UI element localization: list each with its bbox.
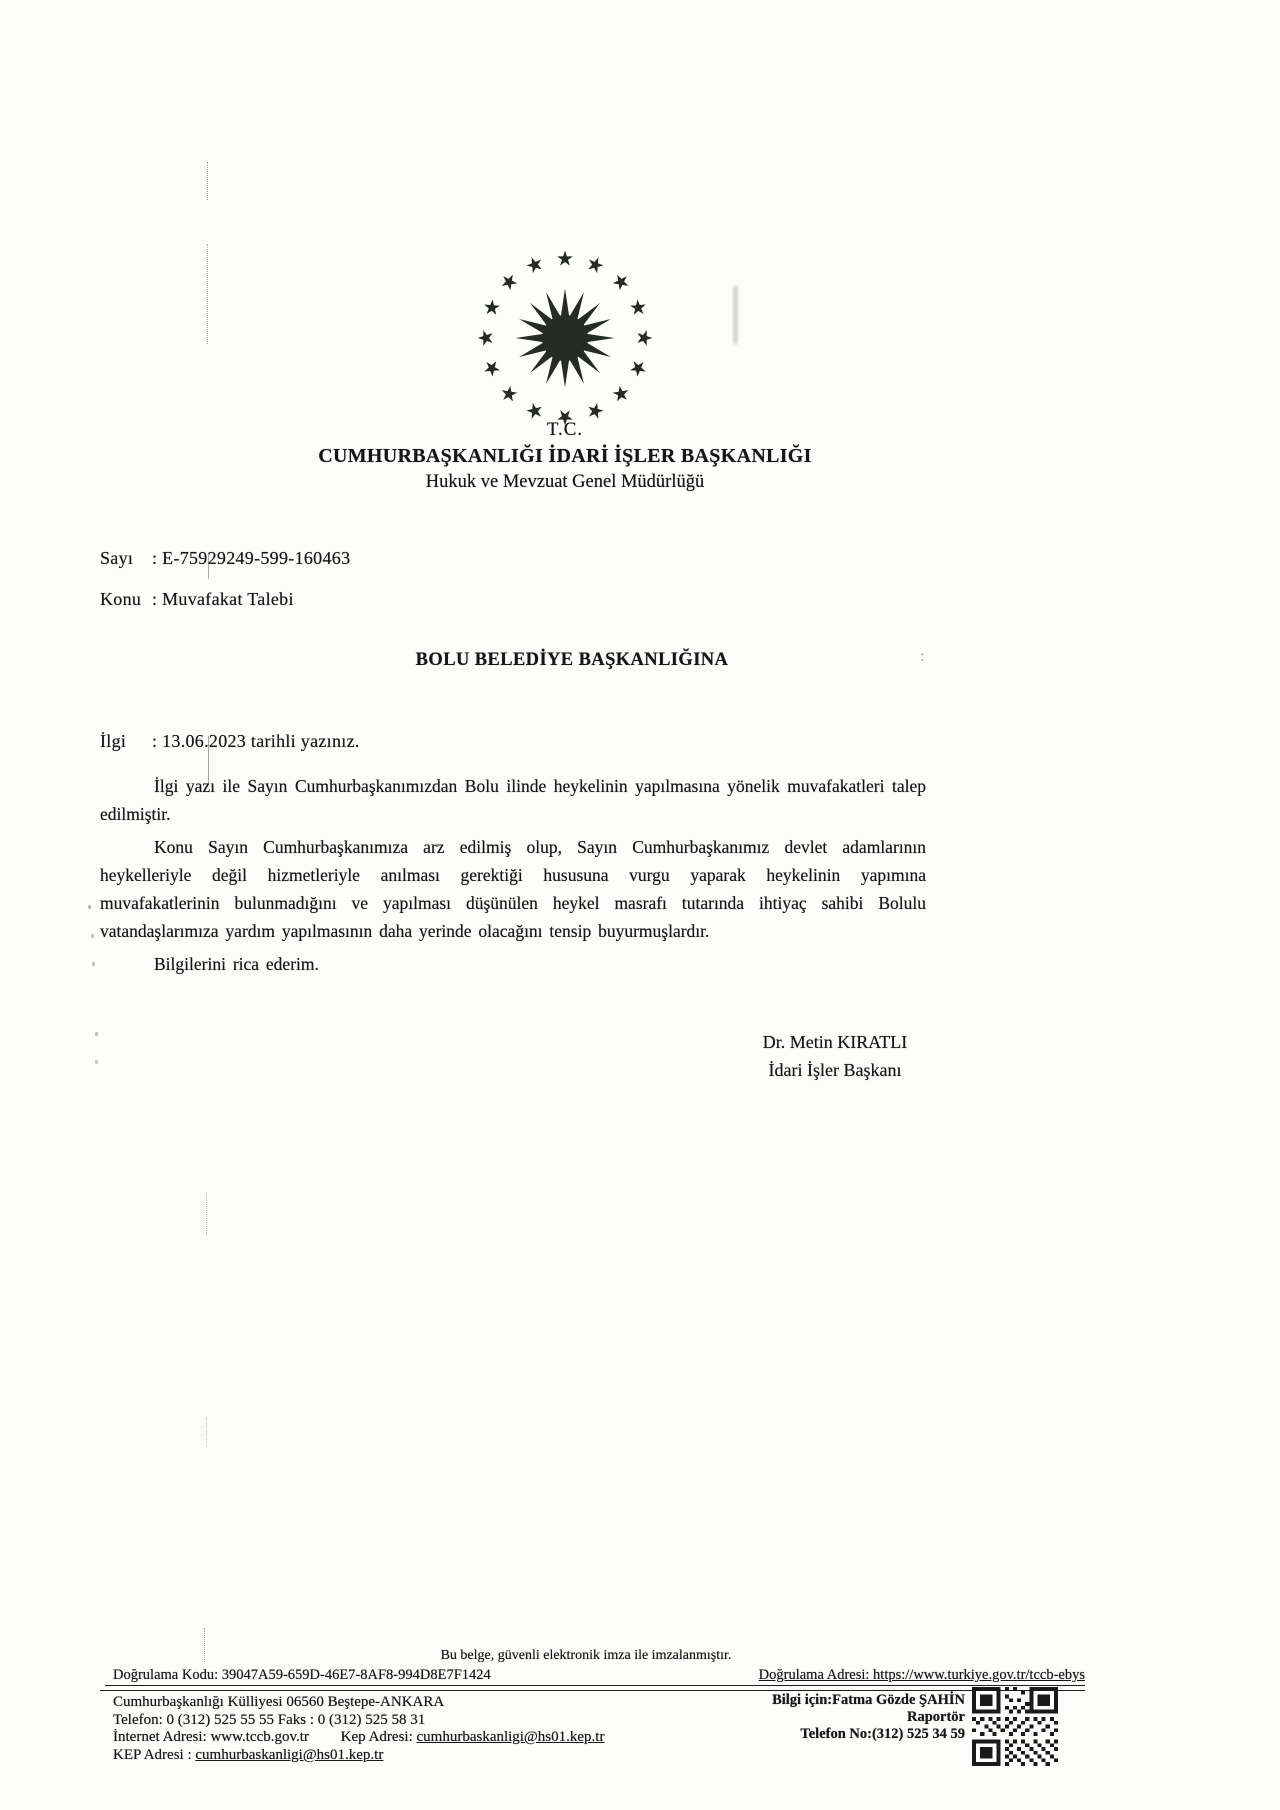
- verification-address: Doğrulama Adresi: https://www.turkiye.gov.tr/tccb-ebys: [758, 1667, 1085, 1683]
- ilgi-row: [100, 731, 360, 752]
- paragraph: Bilgilerini rica ederim.: [154, 954, 319, 974]
- sayi-row: [100, 548, 350, 569]
- kep-address: cumhurbaskanligi@hs01.kep.tr: [195, 1746, 384, 1763]
- scan-artifact: [207, 162, 208, 200]
- tc-label: T.C.: [546, 419, 584, 440]
- organization-title: CUMHURBAŞKANLIĞI İDARİ İŞLER BAŞKANLIĞI: [318, 444, 812, 467]
- scan-artifact: [91, 934, 94, 938]
- scan-artifact: [95, 1060, 98, 1064]
- paragraph: Konu Sayın Cumhurbaşkanımıza arz edilmiş olup, Sayın Cumhurbaşkanımız devlet adamlarının heykelleriyle değil hizmetleriyle anılması gerektiği hususuna vurgu yaparak heykelinin yapımına muvafakatlerinin bulunmadığını ve yapılması düşünülen heykel masrafı tutarında ihtiyaç sahibi Bolulu vatandaşlarımıza yardım yapılmasının daha yerinde olacağını tensip buyurmuşlardır.: [100, 837, 926, 941]
- signature-block: [700, 1028, 970, 1084]
- kep-line: [113, 1747, 673, 1765]
- contact-phone: Telefon No:(312) 525 34 59: [800, 1726, 965, 1742]
- internet-address: İnternet Adresi: www.tccb.gov.tr: [113, 1729, 309, 1745]
- phone-line: Telefon: 0 (312) 525 55 55 Faks : 0 (312) 525 58 31: [113, 1711, 426, 1728]
- ilgi-label: İlgi: [100, 731, 127, 751]
- scan-artifact: [88, 905, 91, 909]
- scan-artifact: [733, 286, 738, 344]
- internet-kep-line: [113, 1729, 673, 1747]
- recipient-heading: BOLU BELEDİYE BAŞKANLIĞINA: [415, 650, 729, 670]
- address-block: [113, 1694, 673, 1764]
- qr-code-icon: [972, 1687, 1058, 1766]
- verification-row: [100, 1667, 1085, 1684]
- scan-artifact: [95, 1032, 98, 1036]
- kep-label: KEP Adresi :: [113, 1746, 192, 1763]
- footer-divider: [105, 1685, 1085, 1686]
- sayi-value: : E-75929249-599-160463: [152, 548, 351, 568]
- scan-artifact: [206, 1418, 207, 1446]
- presidential-seal-icon: [473, 246, 657, 430]
- paragraph: İlgi yazı ile Sayın Cumhurbaşkanımızdan Bolu ilinde heykelinin yapılmasına yönelik muvafakatleri talep edilmiştir.: [100, 776, 926, 824]
- scan-artifact: :: [920, 648, 925, 665]
- footer-divider: [100, 1690, 1085, 1691]
- signer-title: İdari İşler Başkanı: [768, 1060, 902, 1080]
- address-line: Cumhurbaşkanlığı Külliyesi 06560 Beştepe-ANKARA: [113, 1694, 445, 1710]
- scan-artifact: [92, 962, 95, 966]
- scan-artifact: [207, 244, 208, 344]
- verification-code: Doğrulama Kodu: 39047A59-659D-46E7-8AF8-994D8E7F1424: [113, 1667, 491, 1683]
- contact-title: Raportör: [907, 1709, 965, 1725]
- letter-body: [100, 772, 926, 983]
- signer-name: Dr. Metin KIRATLI: [762, 1032, 908, 1052]
- esign-note: Bu belge, güvenli elektronik imza ile imzalanmıştır.: [440, 1648, 732, 1663]
- sayi-label: Sayı: [100, 548, 134, 568]
- scan-artifact: [206, 1193, 207, 1235]
- kep-label: Kep Adresi:: [340, 1729, 413, 1745]
- letterhead: [0, 418, 1130, 494]
- konu-label: Konu: [100, 589, 142, 609]
- contact-block: [640, 1692, 965, 1743]
- contact-name: Bilgi için:Fatma Gözde ŞAHİN: [772, 1692, 965, 1708]
- kep-address: cumhurbaskanligi@hs01.kep.tr: [416, 1729, 605, 1745]
- ilgi-value: : 13.06.2023 tarihli yazınız.: [152, 731, 360, 751]
- department-title: Hukuk ve Mevzuat Genel Müdürlüğü: [425, 471, 705, 492]
- konu-value: : Muvafakat Talebi: [152, 589, 294, 609]
- konu-row: [100, 589, 294, 610]
